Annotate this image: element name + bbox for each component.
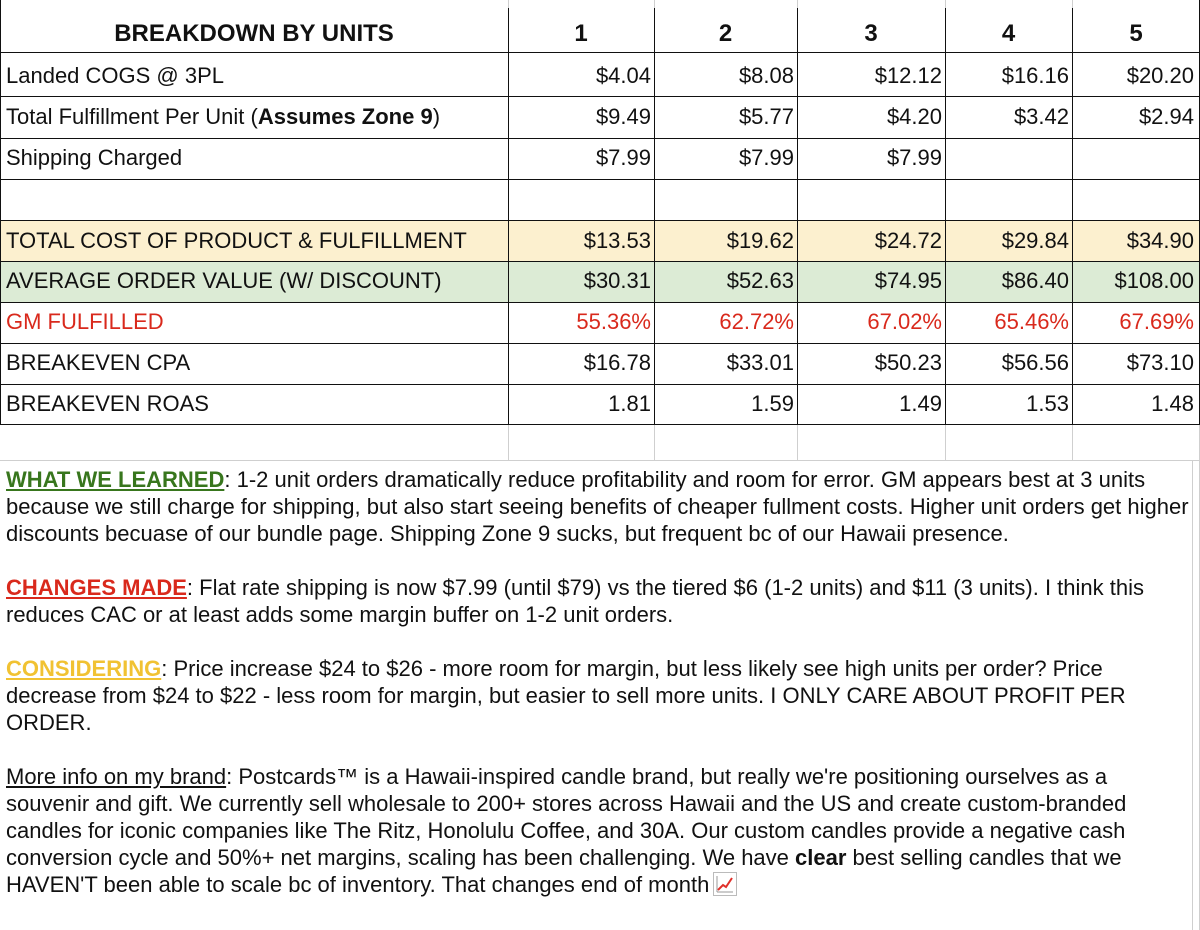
cell-value: $24.72 [874, 228, 942, 253]
table-row[interactable] [0, 384, 1200, 424]
header-unit-1: 1 [574, 20, 588, 47]
table-row[interactable] [0, 138, 1200, 179]
cell-value: 67.02% [867, 309, 942, 334]
notes-cell[interactable] [6, 466, 1194, 925]
cell-value: $20.20 [1126, 63, 1194, 88]
label-suffix: ) [432, 104, 441, 129]
note-considering [6, 655, 1194, 736]
cell-value: $29.84 [1001, 228, 1069, 253]
learned-label: WHAT WE LEARNED [6, 467, 225, 492]
cell-value: $86.40 [1001, 268, 1069, 293]
table-row[interactable] [0, 261, 1200, 302]
cell-value: $16.16 [1001, 63, 1069, 88]
grid-line [797, 0, 798, 8]
more-info-text-a: : Postcards™ is a Hawaii-inspired candle brand, but really we're positioning ourselves as a souvenir and gift. We currently sell wholesale to 200+ stores across Hawaii and the US and create custom-branded candles for iconic companies like The Ritz, Honolulu Coffee, and 30A. Our custom candles provide a negative cash conversion cycle and 50%+ net margins, scaling has been challenging. We have [6, 764, 1127, 870]
grid-line [0, 138, 1200, 139]
grid-line [1072, 0, 1073, 8]
cell-value: $16.78 [583, 350, 651, 375]
row-label: AVERAGE ORDER VALUE (W/ DISCOUNT) [6, 268, 442, 293]
row-label: GM FULFILLED [6, 309, 164, 334]
more-info-label: More info on my brand [6, 764, 227, 789]
cell-value: 55.36% [576, 309, 651, 334]
grid-line [0, 460, 1200, 461]
cell-value: 1.48 [1151, 391, 1194, 416]
header-unit-2: 2 [718, 20, 733, 47]
row-label: BREAKEVEN ROAS [6, 391, 209, 416]
grid-line [0, 52, 1200, 53]
grid-line [0, 0, 1, 425]
cell-value: $13.53 [583, 228, 651, 253]
header-unit-5: 5 [1129, 20, 1143, 47]
grid-line [1072, 425, 1073, 461]
considering-label: CONSIDERING [6, 656, 162, 681]
grid-line [0, 343, 1200, 344]
changes-label: CHANGES MADE [6, 575, 187, 600]
row-label: Shipping Charged [6, 145, 183, 170]
changes-text: : Flat rate shipping is now $7.99 (until $79) vs the tiered $6 (1-2 units) and $11 (3 units). I think this reduces CAC or at least adds some margin buffer on 1-2 unit orders. [6, 575, 1145, 627]
grid-line [0, 261, 1200, 262]
row-label [0, 97, 508, 138]
cell-value: $8.08 [738, 63, 794, 88]
cell-value: 65.46% [994, 309, 1069, 334]
grid-line [797, 0, 798, 425]
grid-line [0, 96, 1200, 97]
cell-value: $2.94 [1138, 104, 1194, 129]
cell-value: 62.72% [719, 309, 794, 334]
cell-value [945, 138, 1072, 179]
cell-value: $33.01 [726, 350, 794, 375]
cell-value: $30.31 [583, 268, 651, 293]
cell-value: $108.00 [1114, 268, 1194, 293]
grid-line [0, 302, 1200, 303]
grid-line [945, 0, 946, 8]
cell-value: $7.99 [595, 145, 651, 170]
learned-text: : 1-2 unit orders dramatically reduce profitability and room for error. GM appears best at 3 units because we still charge for shipping, but also start seeing benefits of cheaper fullment costs. Higher unit orders get higher discounts becuase of our bundle page. Shipping Zone 9 sucks, but frequent bc of our Hawaii presence. [6, 467, 1189, 546]
cell-value: 1.53 [1026, 391, 1069, 416]
cell-value: 1.81 [608, 391, 651, 416]
table-row[interactable] [0, 302, 1200, 343]
cell-value: $73.10 [1126, 350, 1194, 375]
header-unit-3: 3 [864, 20, 878, 47]
row-label: BREAKEVEN CPA [6, 350, 191, 375]
cell-value: $4.20 [886, 104, 942, 129]
table-row[interactable] [0, 97, 1200, 138]
cell-value: $50.23 [874, 350, 942, 375]
cell-value: $34.90 [1126, 228, 1194, 253]
table-row[interactable] [0, 56, 1200, 96]
grid-line [654, 0, 655, 425]
grid-line [945, 425, 946, 461]
cell-value [1072, 138, 1200, 179]
note-more-info [6, 763, 1194, 898]
empty-row[interactable] [0, 179, 1200, 221]
table-row[interactable] [0, 221, 1200, 261]
cell-value: $3.42 [1013, 104, 1069, 129]
cell-value: $5.77 [738, 104, 794, 129]
cell-value: 67.69% [1119, 309, 1194, 334]
grid-line [0, 179, 1200, 180]
cell-value: $74.95 [874, 268, 942, 293]
cell-value: 1.59 [751, 391, 794, 416]
label-bold: Assumes Zone 9 [257, 104, 433, 129]
row-label: Landed COGS @ 3PL [6, 63, 225, 88]
cell-value: $7.99 [738, 145, 794, 170]
header-label: BREAKDOWN BY UNITS [114, 20, 394, 47]
cell-value: $56.56 [1001, 350, 1069, 375]
grid-line [945, 0, 946, 425]
cell-value: $4.04 [595, 63, 651, 88]
cell-value: $52.63 [726, 268, 794, 293]
cell-value: $9.49 [595, 104, 651, 129]
cell-value: $12.12 [874, 63, 942, 88]
considering-text: : Price increase $24 to $26 - more room for margin, but less likely see high units per order? Price decrease from $24 to $22 - less room for margin, but easier to sell more units. I ONLY CARE ABOUT PROFIT PER ORDER. [6, 656, 1126, 735]
label-prefix: Total Fulfillment Per Unit ( [6, 104, 258, 129]
header-row[interactable] [0, 0, 1200, 52]
grid-line [797, 425, 798, 461]
row-label: TOTAL COST OF PRODUCT & FULFILLMENT [6, 228, 467, 253]
grid-line [0, 220, 1200, 221]
grid-line [508, 425, 509, 461]
table-row[interactable] [0, 343, 1200, 384]
more-info-bold: clear [795, 845, 847, 870]
grid-line [0, 384, 1200, 385]
grid-line [508, 0, 509, 425]
grid-line [508, 0, 509, 8]
grid-line [0, 424, 1200, 425]
note-changes [6, 574, 1194, 628]
cell-value: $19.62 [726, 228, 794, 253]
cell-value: 1.49 [899, 391, 942, 416]
chart-increasing-icon [713, 872, 737, 896]
grid-line [1072, 0, 1073, 425]
grid-line [654, 425, 655, 461]
header-unit-4: 4 [1001, 20, 1016, 47]
grid-line [654, 0, 655, 8]
cell-value: $7.99 [886, 145, 942, 170]
note-learned [6, 466, 1194, 547]
more-info-text-b: best selling candles that we HAVEN'T been able to scale bc of inventory. That changes end of month [6, 845, 1122, 897]
